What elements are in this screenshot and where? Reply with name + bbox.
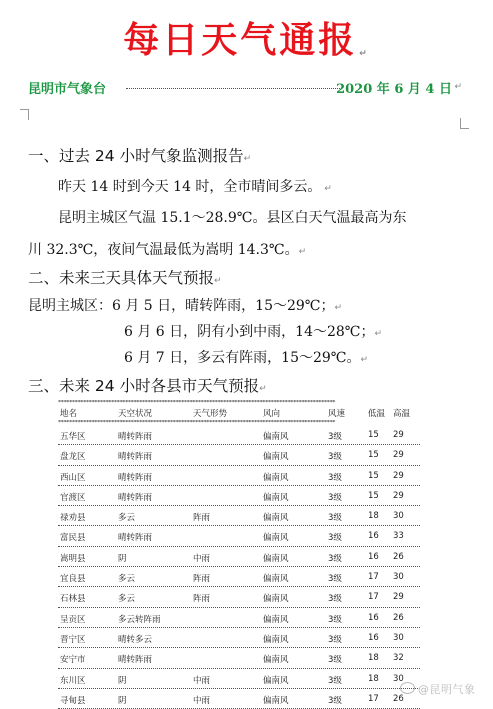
cell-high: 30 [393, 632, 404, 643]
cell-wind-speed: 3级 [328, 553, 342, 564]
cell-high: 30 [393, 572, 404, 583]
cell-wind-speed: 3级 [328, 432, 342, 442]
section-2-line-3: 6 月 7 日，多云有阵雨，15～29℃。↵ [124, 350, 369, 366]
cell-sky: 晴转阵雨 [118, 655, 153, 666]
county-forecast-table [58, 400, 420, 709]
cell-high: 32 [393, 653, 404, 664]
cell-low: 15 [368, 470, 379, 481]
cell-wind-direction: 偏南风 [263, 634, 289, 645]
cell-low: 15 [368, 490, 379, 501]
margin-corner-left [20, 109, 29, 120]
report-header: 昆明市气象台 2020 年 6 月 4 日 ↵ [28, 78, 458, 98]
cell-wind-speed: 3级 [328, 492, 342, 503]
weibo-logo-icon [400, 682, 415, 694]
cell-place: 富民县 [60, 533, 86, 544]
cell-wind-direction: 偏南风 [263, 492, 289, 503]
section-3-heading: 三、未来 24 小时各县市天气预报↵ [28, 377, 267, 395]
header-weather: 天气形势 [193, 409, 228, 419]
cell-low: 18 [368, 653, 379, 664]
cell-wind-direction: 偏南风 [263, 614, 289, 625]
cell-low: 15 [368, 430, 379, 440]
section-2-line-2: 6 月 6 日，阴有小到中雨，14～28℃；↵ [124, 324, 383, 340]
cell-wind-speed: 3级 [328, 634, 342, 645]
cell-high: 29 [393, 450, 404, 461]
cell-wind-speed: 3级 [328, 574, 342, 585]
cell-place: 五华区 [60, 432, 86, 442]
cell-weather: 阵雨 [193, 574, 211, 585]
header-leader-dots [126, 88, 340, 89]
header-sky: 天空状况 [118, 409, 153, 419]
cell-weather: 中雨 [193, 675, 211, 686]
cell-place: 寻甸县 [60, 695, 86, 706]
cell-sky: 晴转阵雨 [118, 492, 153, 503]
cell-weather: 阵雨 [193, 594, 211, 605]
table-top-rule: *************************************************************************************************** [58, 400, 336, 405]
section-1-line-3: 川 32.3℃，夜间气温最低为嵩明 14.3℃。↵ [28, 242, 307, 258]
table-row [58, 669, 420, 689]
table-row [58, 506, 420, 526]
cell-wind-speed: 3级 [328, 452, 342, 463]
cell-place: 禄劝县 [60, 513, 86, 524]
margin-corner-right [460, 118, 469, 129]
cell-wind-direction: 偏南风 [263, 675, 289, 686]
cell-wind-speed: 3级 [328, 594, 342, 605]
cell-high: 26 [393, 551, 404, 562]
cell-sky: 多云转阵雨 [118, 614, 161, 625]
header-place: 地名 [60, 409, 78, 419]
cell-high: 30 [393, 511, 404, 522]
cell-low: 18 [368, 673, 379, 684]
table-row [58, 526, 420, 546]
cell-high: 29 [393, 490, 404, 501]
cell-sky: 晴转阵雨 [118, 533, 153, 544]
cell-weather: 中雨 [193, 553, 211, 564]
cell-high: 26 [393, 693, 404, 704]
cell-high: 29 [393, 592, 404, 603]
cell-low: 17 [368, 592, 379, 603]
cell-wind-direction: 偏南风 [263, 655, 289, 666]
table-row [58, 689, 420, 709]
cell-place: 宜良县 [60, 574, 86, 585]
cell-sky: 阴 [118, 675, 127, 686]
table-row [58, 445, 420, 465]
cell-high: 29 [393, 470, 404, 481]
cell-low: 15 [368, 450, 379, 461]
cell-wind-speed: 3级 [328, 655, 342, 666]
cell-wind-direction: 偏南风 [263, 452, 289, 463]
issuer-name: 昆明市气象台 [28, 82, 107, 97]
table-row [58, 567, 420, 587]
cell-place: 呈贡区 [60, 614, 86, 625]
section-2-line-1: 昆明主城区：6 月 5 日，晴转阵雨，15～29℃；↵ [28, 298, 343, 314]
report-date: 2020 年 6 月 4 日 [336, 82, 452, 97]
table-row [58, 648, 420, 668]
header-low: 低温 [368, 409, 386, 419]
cell-sky: 晴转阵雨 [118, 432, 153, 442]
table-row [58, 486, 420, 506]
cell-sky: 多云 [118, 513, 136, 524]
table-row [58, 466, 420, 486]
watermark: @昆明气象 [396, 679, 488, 697]
cell-high: 30 [393, 673, 404, 684]
cell-wind-direction: 偏南风 [263, 513, 289, 524]
header-wind-direction: 风向 [263, 409, 281, 419]
cell-place: 晋宁区 [60, 634, 86, 645]
cell-wind-direction: 偏南风 [263, 472, 289, 483]
cell-place: 东川区 [60, 675, 86, 686]
cell-wind-speed: 3级 [328, 472, 342, 483]
cell-wind-direction: 偏南风 [263, 553, 289, 564]
cell-low: 17 [368, 572, 379, 583]
table-row [58, 547, 420, 567]
header-wind-speed: 风速 [328, 409, 346, 419]
cell-high: 26 [393, 612, 404, 623]
cell-sky: 阴 [118, 695, 127, 706]
header-high: 高温 [393, 409, 411, 419]
cell-wind-direction: 偏南风 [263, 533, 289, 544]
cell-place: 西山区 [60, 472, 86, 483]
cell-low: 16 [368, 632, 379, 643]
cell-wind-direction: 偏南风 [263, 695, 289, 706]
cell-wind-speed: 3级 [328, 675, 342, 686]
section-1-line-2: 昆明主城区气温 15.1～28.9℃。县区白天气温最高为东 [58, 210, 407, 226]
cell-sky: 晴转阵雨 [118, 472, 153, 483]
cell-sky: 晴转阵雨 [118, 452, 153, 463]
cell-sky: 晴转多云 [118, 634, 153, 645]
section-1-line-1: 昨天 14 时到今天 14 时，全市晴间多云。 ↵ [58, 179, 332, 195]
cell-sky: 阴 [118, 553, 127, 564]
cell-wind-direction: 偏南风 [263, 574, 289, 585]
cell-place: 官渡区 [60, 492, 86, 503]
report-title: 每日天气通报 ↵ [123, 20, 370, 61]
table-body [58, 425, 420, 709]
table-row [58, 608, 420, 628]
cell-wind-speed: 3级 [328, 695, 342, 706]
cell-wind-speed: 3级 [328, 614, 342, 625]
cell-low: 16 [368, 551, 379, 562]
cell-high: 33 [393, 531, 404, 542]
cell-low: 16 [368, 531, 379, 542]
cell-sky: 多云 [118, 594, 136, 605]
section-2-heading: 二、未来三天具体天气预报↵ [28, 269, 222, 287]
cell-weather: 阵雨 [193, 513, 211, 524]
cell-weather: 中雨 [193, 695, 211, 706]
table-header-row [58, 405, 420, 420]
cell-wind-speed: 3级 [328, 533, 342, 544]
table-row [58, 425, 420, 445]
cell-wind-speed: 3级 [328, 513, 342, 524]
cell-wind-direction: 偏南风 [263, 594, 289, 605]
cell-low: 18 [368, 511, 379, 522]
section-1-heading: 一、过去 24 小时气象监测报告↵ [28, 147, 252, 165]
cell-wind-direction: 偏南风 [263, 432, 289, 442]
cell-high: 29 [393, 430, 404, 440]
cell-place: 嵩明县 [60, 553, 86, 564]
cell-low: 17 [368, 693, 379, 704]
table-row [58, 628, 420, 648]
table-row [58, 587, 420, 607]
cell-low: 16 [368, 612, 379, 623]
table-header-rule: *************************************************************************************************** [58, 420, 336, 425]
cell-place: 石林县 [60, 594, 86, 605]
cell-sky: 多云 [118, 574, 136, 585]
cell-place: 盘龙区 [60, 452, 86, 463]
cell-place: 安宁市 [60, 655, 86, 666]
